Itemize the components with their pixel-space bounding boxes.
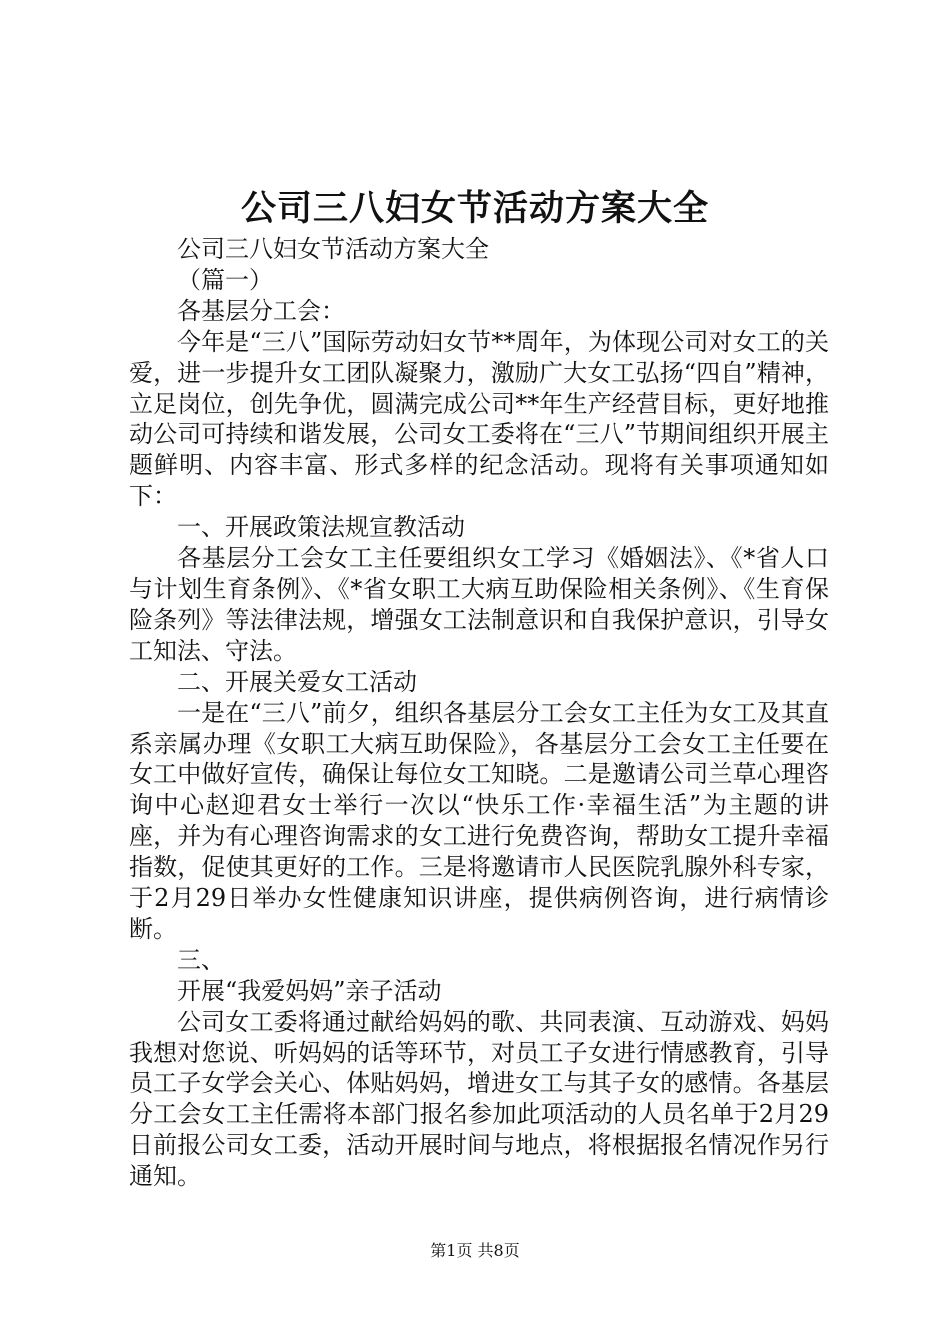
section-heading-1: 一、开展政策法规宣教活动 xyxy=(177,513,465,542)
section-number-3: 三、 xyxy=(177,945,225,974)
section-heading-2: 二、开展关爱女工活动 xyxy=(177,667,417,696)
page-number-footer: 第1页 共8页 xyxy=(430,1241,520,1260)
section-body-1: 各基层分工会女工主任要组织女工学习《婚姻法》、《*省人口与计划生育条例》、《*省女职工大病互助保险相关条例》、《生育保险条列》等法律法规，增强女工法制意识和自我保护意识，引导女工知法、守法。 xyxy=(129,544,829,665)
intro-paragraph: 今年是“三八”国际劳动妇女节**周年，为体现公司对女工的关爱，进一步提升女工团队凝聚力，激励广大女工弘扬“四自”精神，立足岗位，创先争优，圆满完成公司**年生产经营目标，更好地推动公司可持续和谐发展，公司女工委将在“三八”节期间组织开展主题鲜明、内容丰富、形式多样的纪念活动。现将有关事项通知如下： xyxy=(129,327,829,511)
salutation-paragraph: 各基层分工会： xyxy=(177,296,345,325)
subtitle-paragraph: 公司三八妇女节活动方案大全 xyxy=(177,235,489,263)
document-body xyxy=(129,234,829,1192)
document-title: 公司三八妇女节活动方案大全 xyxy=(240,188,709,229)
section-body-3: 公司女工委将通过献给妈妈的歌、共同表演、互动游戏、妈妈我想对您说、听妈妈的话等环节，对员工子女进行情感教育，引导员工子女学会关心、体贴妈妈，增进女工与其子女的感情。各基层分工会女工主任需将本部门报名参加此项活动的人员名单于2月29日前报公司女工委，活动开展时间与地点，将根据报名情况作另行通知。 xyxy=(129,1007,829,1191)
part-label-paragraph: （篇一） xyxy=(177,265,273,294)
section-heading-3: 开展“我爱妈妈”亲子活动 xyxy=(177,976,442,1005)
section-body-2: 一是在“三八”前夕，组织各基层分工会女工主任为女工及其直系亲属办理《女职工大病互助保险》，各基层分工会女工主任要在女工中做好宣传，确保让每位女工知晓。二是邀请公司兰草心理咨询中心赵迎君女士举行一次以“快乐工作·幸福生活”为主题的讲座，并为有心理咨询需求的女工进行免费咨询，帮助女工提升幸福指数，促使其更好的工作。三是将邀请市人民医院乳腺外科专家，于2月29日举办女性健康知识讲座，提供病例咨询，进行病情诊断。 xyxy=(129,698,829,943)
